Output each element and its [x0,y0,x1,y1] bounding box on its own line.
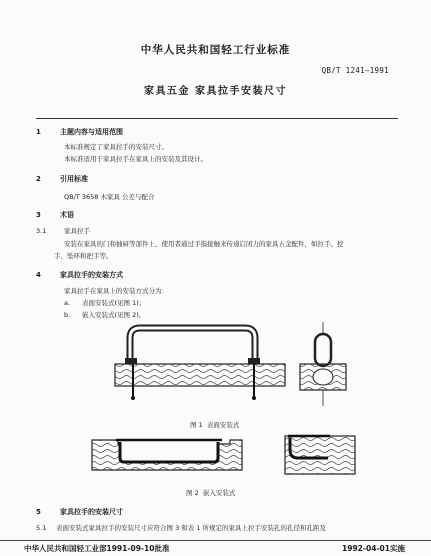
title-divider [36,118,398,119]
section-1-heading [36,127,123,137]
subsection-3-1 [36,227,90,236]
panel-recessed-end-view [285,436,355,474]
section-4-heading [36,270,123,280]
section-title: 家具拉手的安装尺寸 [60,508,123,516]
figure-title: 表面安装式 [206,421,240,429]
section-1-line-1: 本标准规定了家具拉手的安装尺寸。 [64,143,168,151]
section-title: 家具拉手的安装方式 [60,271,123,279]
section-number: 3 [36,211,41,219]
figure-label: 图 2 [186,489,199,497]
section-number: 5 [36,508,41,516]
section-number: 1 [36,128,41,136]
section-number: 2 [36,175,41,183]
section-1-line-2: 本标准适用于家具拉手在家具上的安装及其设计。 [64,155,207,163]
section-3-line-1: 安装在家具的门和抽屉等部件上，使用者通过手指接触来传递启闭力的家具五金配件，如拉手、挖 [64,240,344,248]
footer-effective-date: 1992-04-01实施 [342,544,405,553]
subsection-number: 3.1 [36,227,47,235]
section-2-heading [36,174,88,184]
figure-1-caption [190,420,239,429]
panel-side-view [115,364,285,400]
list-mark: b. [64,311,71,319]
footer-divider [0,540,431,541]
handle-side-view [125,328,260,364]
subsection-title: 家具拉手 [64,227,90,235]
section-title: 主题内容与适用范围 [60,128,123,136]
figure-title: 嵌入安装式 [202,489,236,497]
panel-recessed-side-view [92,440,242,470]
figure-1-drawing [95,320,355,410]
standard-org-heading: 中华人民共和国轻工行业标准 [140,44,291,56]
section-3-line-2: 手、坠环和把手等。 [54,252,113,260]
footer-issuer: 中华人民共和国轻工业部1991-09-10批准 [24,544,170,553]
subsection-5-1 [36,524,326,533]
section-3-heading [36,210,74,220]
figure-label: 图 1 [190,421,203,429]
section-5-heading [36,507,123,517]
section-2-line-1: QB/T 3658 木家具 公差与配合 [64,193,155,201]
list-item-b [64,311,145,320]
section-4-line-1: 家具拉手在家具上的安装方式分为： [64,287,168,295]
list-text: 表面安装式(见图 1)； [82,299,146,307]
handle-end-view [300,322,346,406]
subsection-number: 5.1 [36,524,47,532]
list-mark: a. [64,299,71,307]
figure-2-caption [186,488,235,497]
figure-2-drawing [90,430,360,482]
section-title: 引用标准 [60,175,88,183]
standard-code: QB/T 1241—1991 [321,66,389,75]
list-text: 嵌入安装式(见图 2)。 [82,311,146,319]
section-title: 术语 [60,211,74,219]
list-item-a [64,299,145,308]
standard-title: 家具五金 家具拉手安装尺寸 [144,86,287,97]
section-number: 4 [36,271,41,279]
subsection-text: 表面安装式家具拉手的安装尺寸应符合图 3 和表 1 所规定的家具上拉手安装孔的孔径和孔距及 [56,524,327,532]
